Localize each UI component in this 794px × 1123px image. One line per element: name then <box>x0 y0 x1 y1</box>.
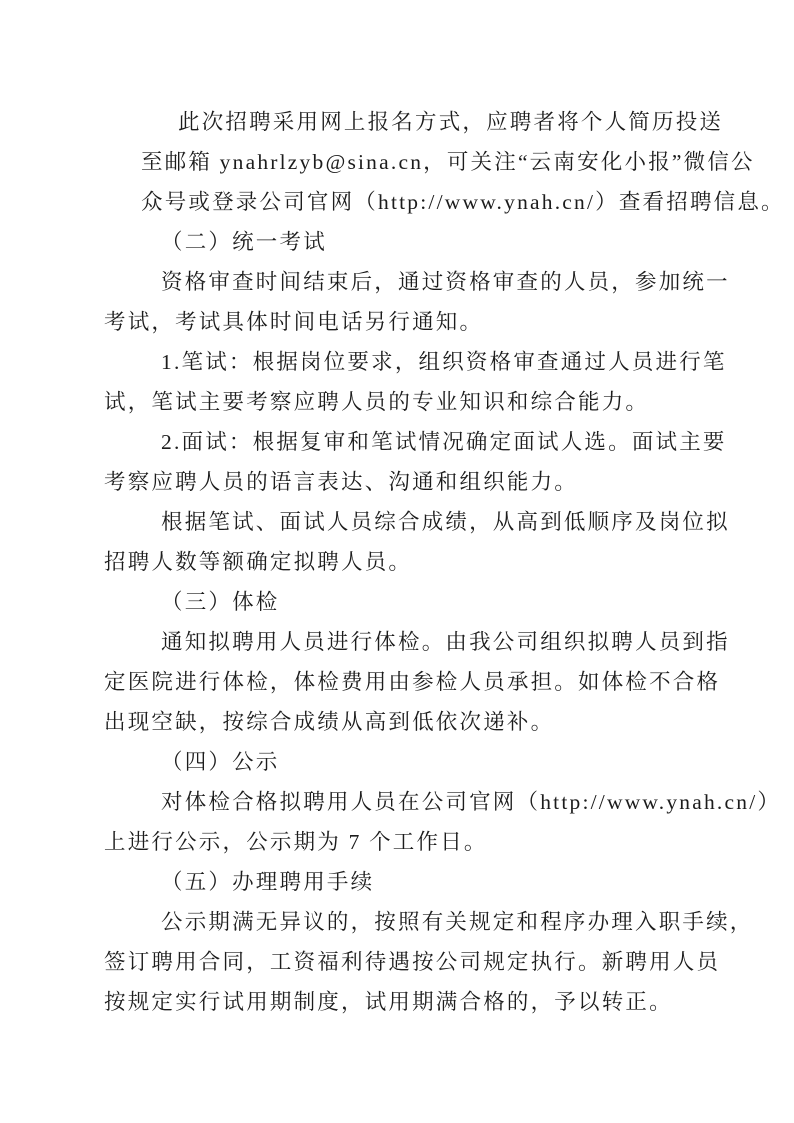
text-line: 资格审查时间结束后，通过资格审查的人员，参加统一 <box>161 270 730 294</box>
text-line: 试，笔试主要考察应聘人员的专业知识和综合能力。 <box>104 390 650 414</box>
text-line: （三）体检 <box>161 590 280 614</box>
text-line: 定医院进行体检，体检费用由参检人员承担。如体检不合格 <box>104 670 721 694</box>
text-line: 对体检合格拟聘用人员在公司官网（http://www.ynah.cn/） <box>161 790 782 814</box>
text-line: （二）统一考试 <box>161 230 327 254</box>
text-line: （五）办理聘用手续 <box>161 870 375 894</box>
text-line: 根据笔试、面试人员综合成绩，从高到低顺序及岗位拟 <box>161 510 730 534</box>
document-body <box>104 102 785 1022</box>
text-line: 上进行公示，公示期为 7 个工作日。 <box>104 830 488 854</box>
text-line: 按规定实行试用期制度，试用期满合格的，予以转正。 <box>104 990 673 1014</box>
text-line: 考察应聘人员的语言表达、沟通和组织能力。 <box>104 470 579 494</box>
text-line: 此次招聘采用网上报名方式，应聘者将个人简历投送 <box>178 110 724 134</box>
text-line: 通知拟聘用人员进行体检。由我公司组织拟聘人员到指 <box>161 630 730 654</box>
text-line: 签订聘用合同，工资福利待遇按公司规定执行。新聘用人员 <box>104 950 721 974</box>
text-line: 众号或登录公司官网（http://www.ynah.cn/）查看招聘信息。 <box>141 190 785 214</box>
text-line: （四）公示 <box>161 750 280 774</box>
text-line: 考试，考试具体时间电话另行通知。 <box>104 310 484 334</box>
text-line: 至邮箱 ynahrlzyb@sina.cn，可关注“云南安化小报”微信公 <box>141 150 755 174</box>
text-line: 公示期满无异议的，按照有关规定和程序办理入职手续， <box>161 910 754 934</box>
text-line: 招聘人数等额确定拟聘人员。 <box>104 550 413 574</box>
text-line: 2.面试：根据复审和笔试情况确定面试人选。面试主要 <box>161 430 727 454</box>
text-line: 出现空缺，按综合成绩从高到低依次递补。 <box>104 710 555 734</box>
text-line: 1.笔试：根据岗位要求，组织资格审查通过人员进行笔 <box>161 350 727 374</box>
